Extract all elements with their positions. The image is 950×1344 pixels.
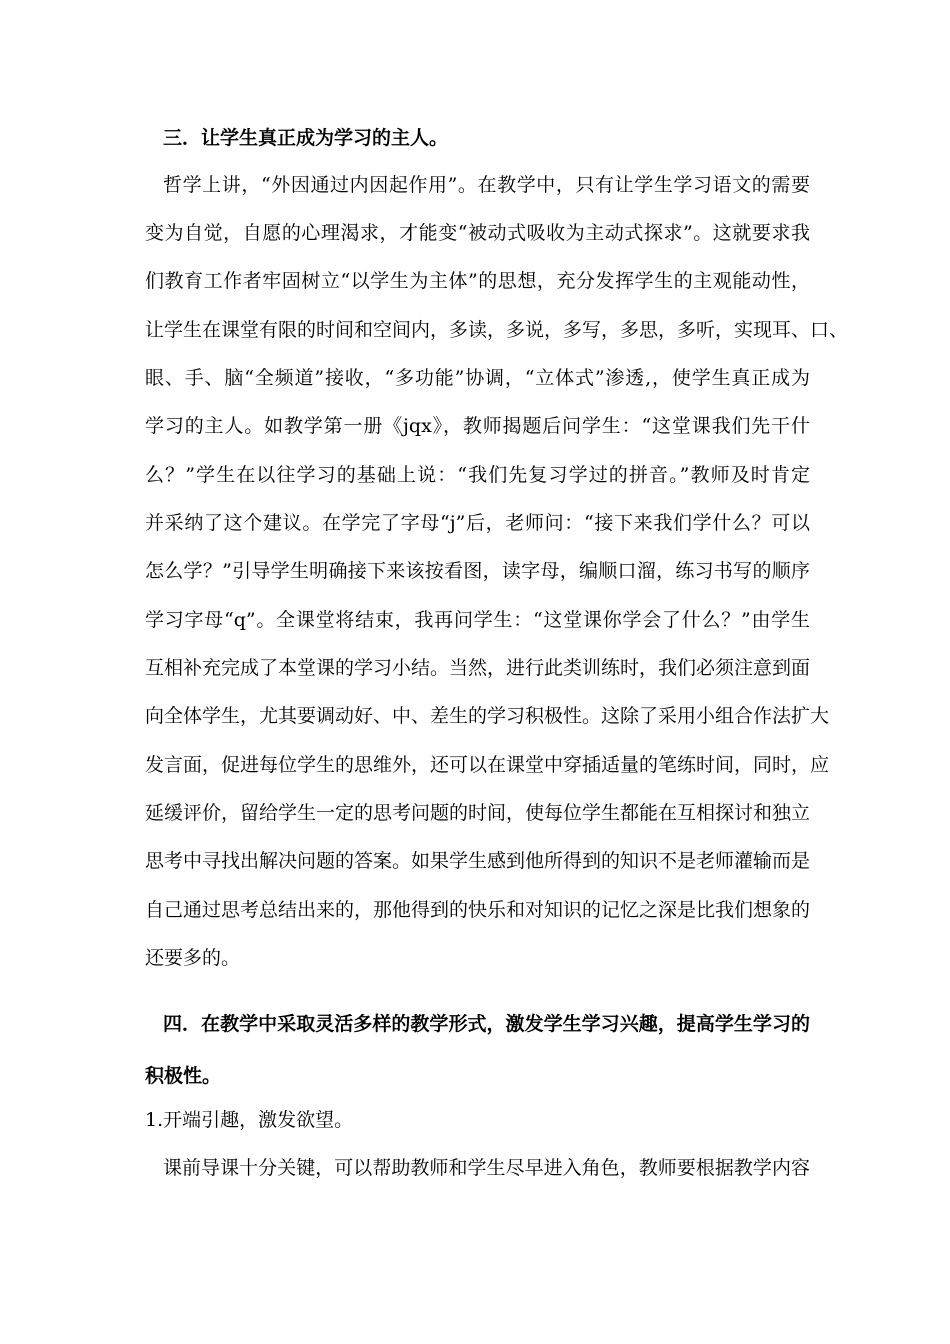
paragraph-line: 怎么学？”引导学生明确接下来该按看图，读字母，编顺口溜，练习书写的顺序 xyxy=(145,560,810,582)
section-4-heading-continued: 积极性。 xyxy=(145,1065,222,1087)
paragraph-line: 向全体学生，尤其要调动好、中、差生的学习积极性。这除了采用小组合作法扩大 xyxy=(145,705,830,727)
paragraph-line: 课前导课十分关键，可以帮助教师和学生尽早进入角色，教师要根据教学内容 xyxy=(163,1157,810,1179)
paragraph-line: 么？”学生在以往学习的基础上说：“我们先复习学过的拼音。”教师及时肯定 xyxy=(145,464,810,486)
paragraph-line: 延缓评价，留给学生一定的思考问题的时间，使每位学生都能在互相探讨和独立 xyxy=(145,802,811,824)
paragraph-line: 发言面，促进每位学生的思维外，还可以在课堂中穿插适量的笔练时间，同时，应 xyxy=(145,754,830,776)
paragraph-line: 自己通过思考总结出来的，那他得到的快乐和对知识的记忆之深是比我们想象的 xyxy=(145,899,811,921)
paragraph-line: 学习的主人。如教学第一册《jqx》，教师揭题后问学生：“这堂课我们先干什 xyxy=(145,415,810,437)
paragraph-line: 哲学上讲，“外因通过内因起作用”。在教学中，只有让学生学习语文的需要 xyxy=(163,174,810,196)
paragraph-line: 并采纳了这个建议。在学完了字母“j”后，老师问：“接下来我们学什么？可以 xyxy=(145,512,810,534)
paragraph-line: 思考中寻找出解决问题的答案。如果学生感到他所得到的知识不是老师灌输而是 xyxy=(145,850,811,872)
paragraph-line: 们教育工作者牢固树立“以学生为主体”的思想，充分发挥学生的主观能动性， xyxy=(145,270,810,292)
paragraph-line: 让学生在课堂有限的时间和空间内，多读，多说，多写，多思，多听，实现耳、口、 xyxy=(145,319,849,341)
paragraph-line: 变为自觉，自愿的心理渴求，才能变“被动式吸收为主动式探求”。这就要求我 xyxy=(145,222,810,244)
paragraph-line: 学习字母“q”。全课堂将结束，我再问学生：“这堂课你学会了什么？”由学生 xyxy=(145,609,810,631)
section-3-heading: 三．让学生真正成为学习的主人。 xyxy=(163,127,449,149)
paragraph-line-last: 还要多的。 xyxy=(145,947,241,969)
paragraph-line: 互相补充完成了本堂课的学习小结。当然，进行此类训练时，我们必须注意到面 xyxy=(145,657,811,679)
section-4-heading: 四．在教学中采取灵活多样的教学形式，激发学生学习兴趣，提高学生学习的 xyxy=(163,1013,810,1035)
subheading-1: 1.开端引趣，激发欲望。 xyxy=(145,1109,354,1131)
paragraph-line: 眼、手、脑“全频道”接收，“多功能”协调，“立体式”渗透,，使学生真正成为 xyxy=(145,367,810,389)
